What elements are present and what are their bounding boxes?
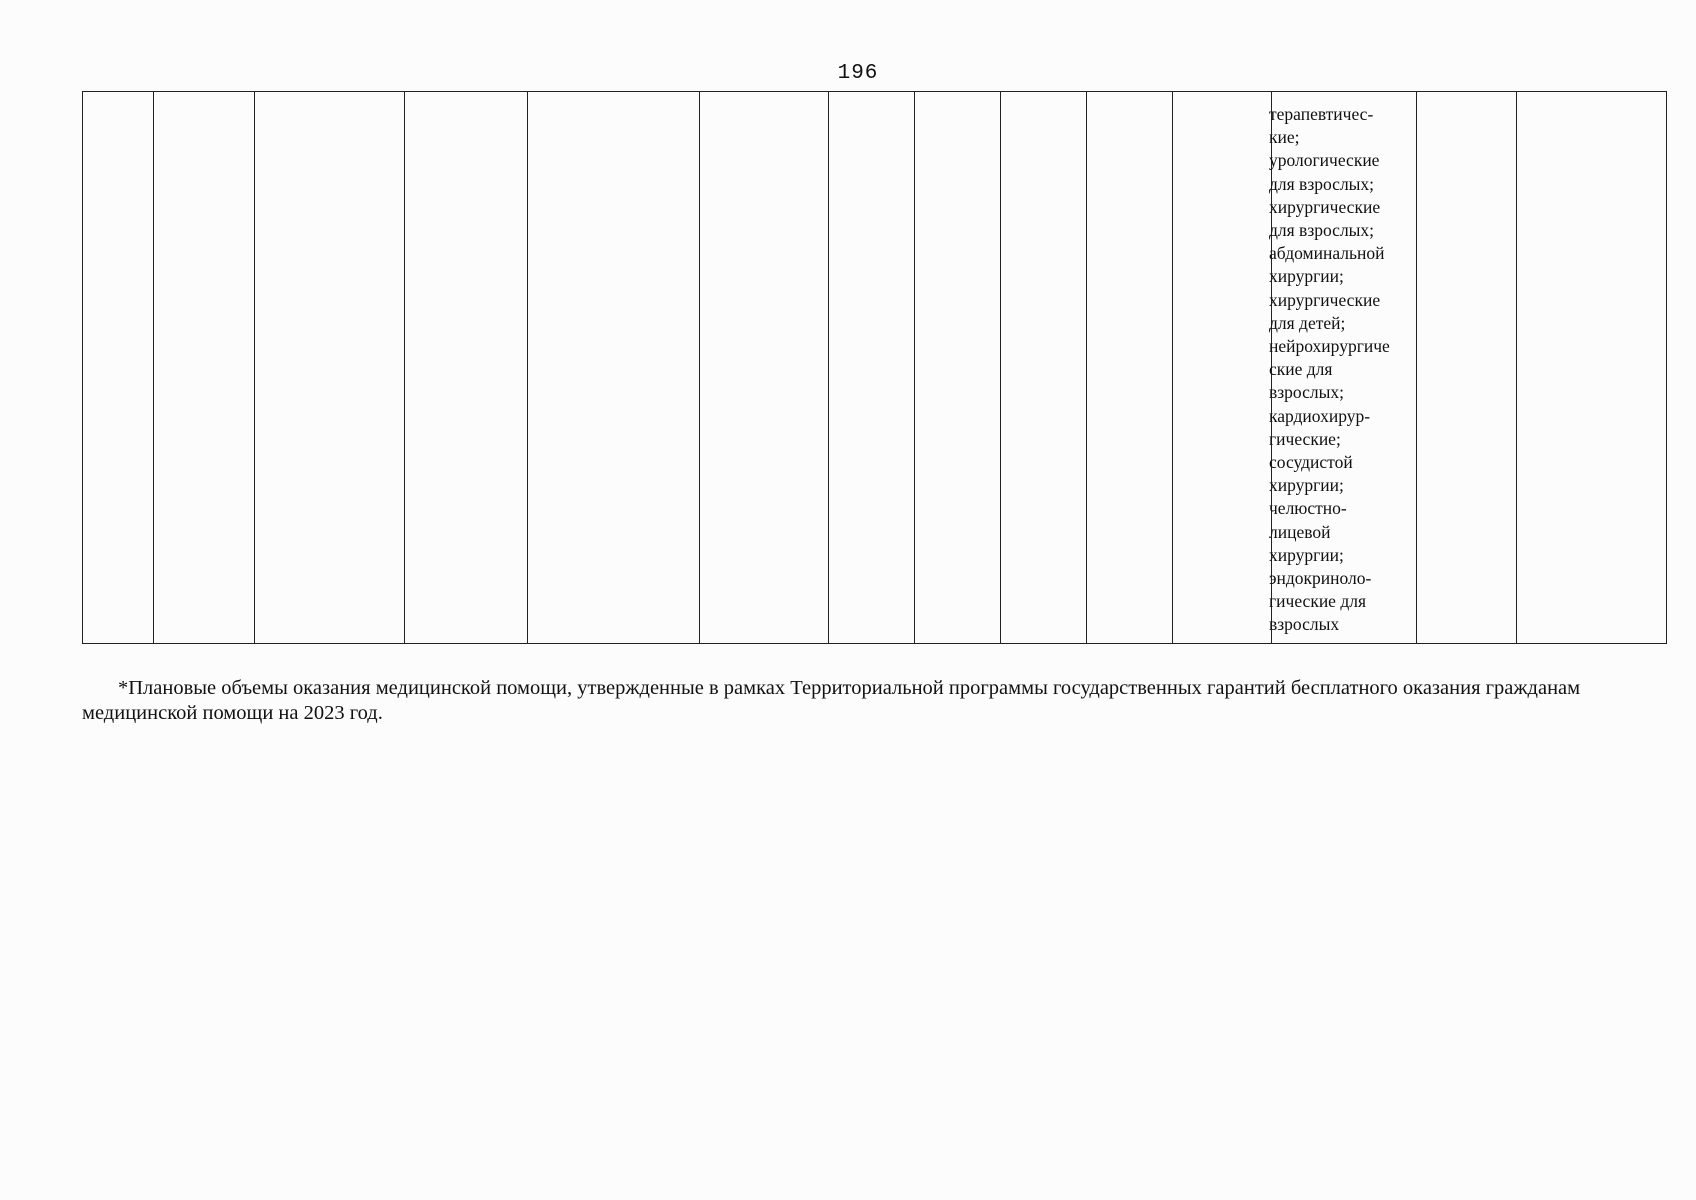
- table-cell-bed-profiles: [1269, 103, 1413, 637]
- column-divider: [1516, 92, 1517, 643]
- footnote: *Плановые объемы оказания медицинской помощи, утвержденные в рамках Территориальной программы государственных гарантий бесплатного оказания гражданам медицинской помощи на 2023 год.: [82, 677, 1581, 724]
- column-divider: [527, 92, 528, 643]
- cell-line: урологические: [1269, 150, 1380, 171]
- column-divider: [254, 92, 255, 643]
- cell-line: абдоминальной: [1269, 243, 1385, 264]
- column-divider: [1172, 92, 1173, 643]
- cell-line: кие;: [1269, 127, 1300, 148]
- column-divider: [828, 92, 829, 643]
- cell-line: гические;: [1269, 428, 1341, 449]
- column-divider: [1416, 92, 1417, 643]
- column-divider: [1086, 92, 1087, 643]
- cell-line: челюстно-: [1269, 498, 1347, 519]
- cell-line: эндокриноло-: [1269, 568, 1372, 589]
- cell-line: хирургии;: [1269, 266, 1344, 287]
- cell-line: кардиохирур-: [1269, 405, 1371, 426]
- cell-line: для взрослых;: [1269, 220, 1375, 241]
- cell-line: хирургические: [1269, 196, 1381, 217]
- cell-line: нейрохирургиче: [1269, 336, 1390, 357]
- cell-line: гические для: [1269, 591, 1367, 612]
- column-divider: [699, 92, 700, 643]
- data-table: [82, 91, 1667, 644]
- page-number: 196: [837, 62, 879, 85]
- cell-line: лицевой: [1269, 521, 1331, 542]
- column-divider: [914, 92, 915, 643]
- column-divider: [153, 92, 154, 643]
- cell-line: взрослых;: [1269, 382, 1344, 403]
- cell-line: для взрослых;: [1269, 173, 1375, 194]
- cell-line: хирургии;: [1269, 544, 1344, 565]
- cell-line: сосудистой: [1269, 452, 1353, 473]
- cell-line: ские для: [1269, 359, 1333, 380]
- cell-line: взрослых: [1269, 614, 1340, 635]
- cell-line: для детей;: [1269, 312, 1346, 333]
- column-divider: [1000, 92, 1001, 643]
- cell-line: терапевтичес-: [1269, 104, 1374, 124]
- column-divider: [404, 92, 405, 643]
- cell-line: хирургии;: [1269, 475, 1344, 496]
- cell-line: хирургические: [1269, 289, 1381, 310]
